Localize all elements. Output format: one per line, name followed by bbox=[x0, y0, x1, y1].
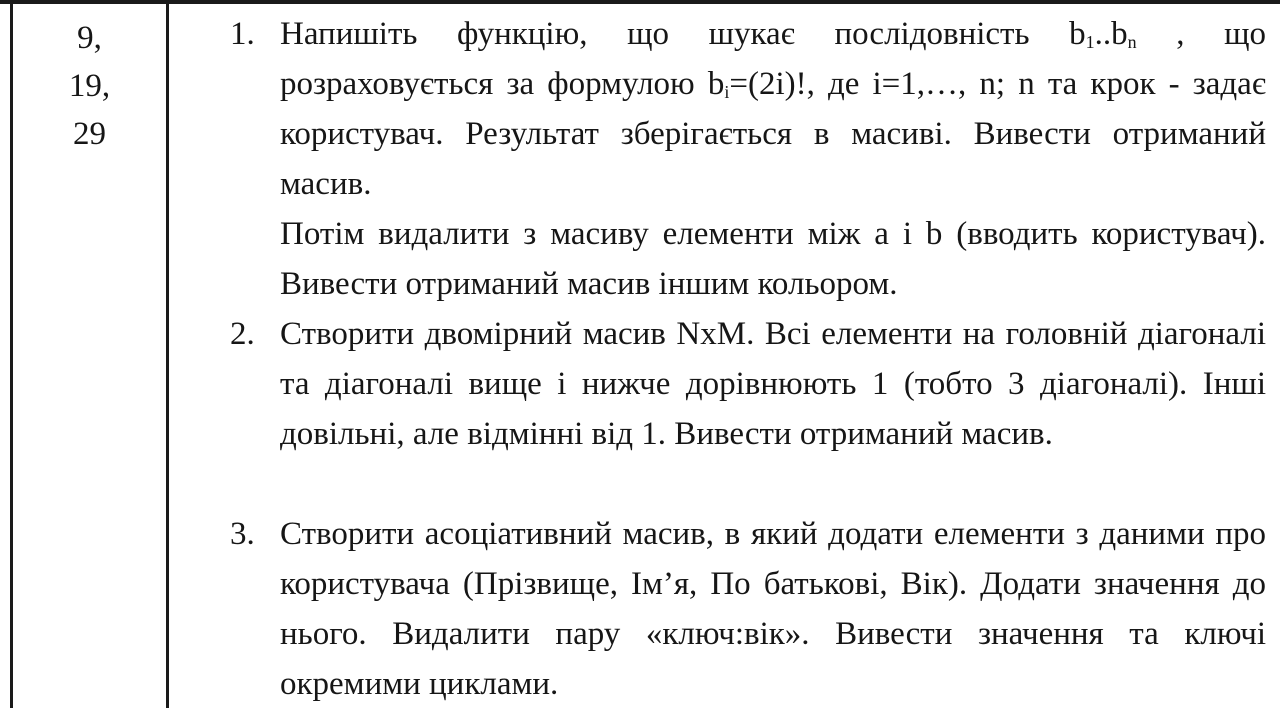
task-body: Створити асоціативний масив, в який додати елементи з даними про користувача (Прізвище, Ім’я, По батькові, Вік). Додати значення до нього. Видалити пару «ключ:вік». Вивести значення та ключі окремими циклами. bbox=[280, 516, 1266, 702]
task-text: =(2i)!, де i=1,…, n; n та крок - задає користувач. Результат зберігається в масиві. Вивести отриманий масив. bbox=[280, 66, 1266, 202]
table-top-border bbox=[0, 0, 1280, 4]
subscript: n bbox=[1127, 32, 1137, 52]
task-3 bbox=[230, 509, 1266, 708]
variant-number: 29 bbox=[73, 116, 106, 152]
subscript: 1 bbox=[1085, 32, 1095, 52]
table-column-divider bbox=[166, 0, 169, 708]
task-2 bbox=[230, 309, 1266, 459]
variant-number: 9, bbox=[77, 20, 102, 56]
task-text: , що розраховується за формулою b bbox=[280, 16, 1266, 102]
task-paragraph bbox=[280, 9, 1266, 209]
task-number: 1. bbox=[230, 16, 255, 52]
task-body bbox=[280, 9, 1266, 309]
subscript: i bbox=[724, 82, 730, 102]
task-number: 3. bbox=[230, 516, 255, 552]
task-text: Напишіть функцію, що шукає послідовність b bbox=[280, 16, 1086, 52]
task-number: 2. bbox=[230, 316, 255, 352]
task-paragraph: Потім видалити з масиву елементи між a і b (вводить користувач). Вивести отриманий масив іншим кольором. bbox=[280, 216, 1266, 302]
task-text: ..b bbox=[1094, 16, 1128, 52]
variant-numbers-cell bbox=[13, 14, 166, 158]
task-body: Створити двомірний масив NxM. Всі елементи на головній діагоналі та діагоналі вище і нижче дорівнюють 1 (тобто 3 діагоналі). Інші довільні, але відмінні від 1. Вивести отриманий масив. bbox=[280, 316, 1266, 452]
task-1 bbox=[230, 9, 1266, 309]
variant-number: 19, bbox=[68, 68, 111, 104]
